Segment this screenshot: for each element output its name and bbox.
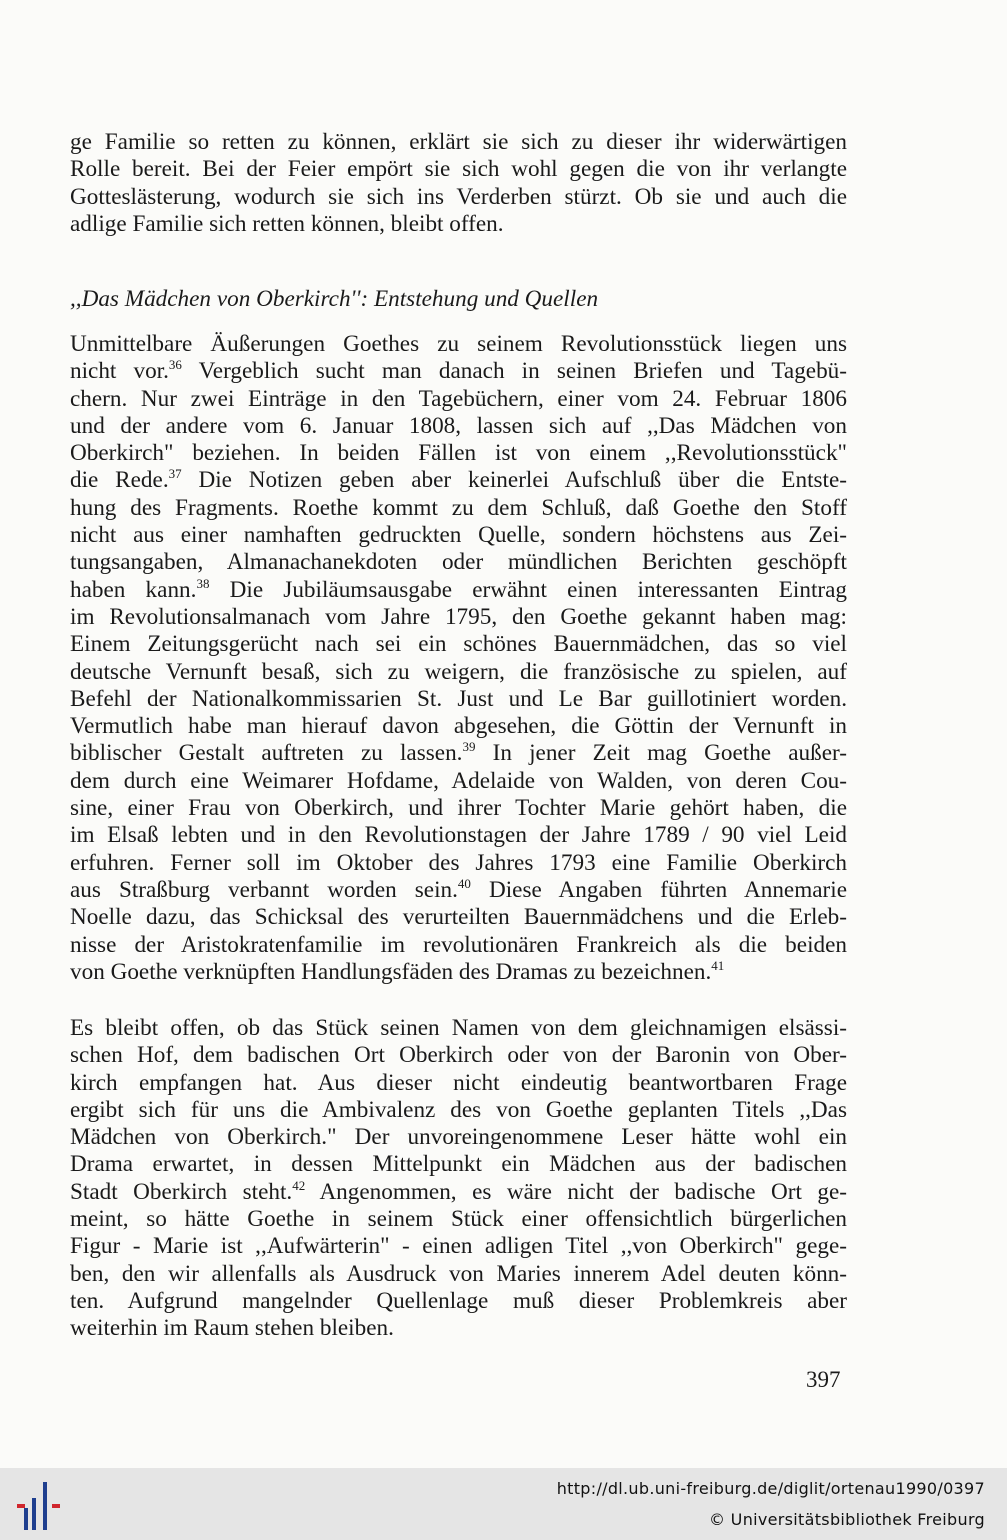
paragraph-1 [70,129,847,238]
line-text: Figur - Marie ist ,,Aufwärterin" - einen adligen Titel ,,von Oberkirch" gege- [70,1233,847,1260]
line-text: Es bleibt offen, ob das Stück seinen Namen von dem gleichnamigen elsässi- [70,1015,847,1041]
line-text: nicht aus einer namhaften gedruckten Quelle, sondern höchstens aus Zei- [70,522,847,549]
line-text: nisse der Aristokratenfamilie im revolutionären Frankreich als die beiden [70,931,847,958]
paragraph-3 [70,1015,847,1343]
line-text: Gotteslästerung, wodurch sie sich ins Verderben stürzt. Ob sie und auch die [70,183,847,210]
line-text: Drama erwartet, in dessen Mittelpunkt ein Mädchen aus der badischen [70,1151,847,1178]
line-text: dem durch eine Weimarer Hofdame, Adelaide von Walden, von deren Cou- [70,767,847,794]
line-text: Oberkirch" beziehen. In beiden Fällen ist von einem ,,Revolutionsstück" [70,440,847,467]
text-line [70,1124,847,1151]
footnote-reference: 38 [196,575,210,591]
text-line [70,1315,847,1342]
text-line [70,713,847,740]
line-text: Befehl der Nationalkommissarien St. Just und Le Bar guillotiniert worden. [70,685,847,712]
footnote-reference: 42 [292,1177,306,1193]
text-line [70,211,847,238]
text-line [70,1042,847,1069]
line-text: biblischer Gestalt auftreten zu lassen. [70,740,463,767]
line-text: Unmittelbare Äußerungen Goethes zu seinem Revolutionsstück liegen uns [70,331,847,357]
footnote-reference: 39 [462,739,476,755]
line-text-continued: In jener Zeit mag Goethe außer- [475,740,847,767]
text-line [70,413,847,440]
text-line [70,184,847,211]
text-line [70,904,847,931]
line-text: die Rede. [70,467,169,494]
line-text: Vermutlich habe man hierauf davon abgesehen, die Göttin der Vernunft in [70,713,847,740]
text-line [70,331,847,358]
line-text: ergibt sich für uns die Ambivalenz des von Goethe geplanten Titels ,,Das [70,1096,847,1123]
text-line [70,522,847,549]
text-line [70,604,847,631]
text-line [70,877,847,904]
footnote-reference: 41 [711,957,725,973]
text-line [70,1261,847,1288]
line-text: weiterhin im Raum stehen bleiben. [70,1315,394,1342]
text-line [70,850,847,877]
text-line [70,467,847,494]
line-text: chern. Nur zwei Einträge in den Tagebüchern, einer vom 24. Februar 1806 [70,385,847,412]
copyright-notice: © Universitätsbibliothek Freiburg [709,1510,985,1529]
text-line [70,1015,847,1042]
line-text-continued: Angenommen, es wäre nicht der badische Ort ge- [305,1178,847,1205]
line-text: aus Straßburg verbannt worden sein. [70,876,458,903]
text-line [70,577,847,604]
text-line [70,156,847,183]
footnote-reference: 37 [168,466,182,482]
text-line [70,1233,847,1260]
line-text-continued: Diese Angaben führten Annemarie [470,876,847,903]
text-line [70,440,847,467]
line-text: hung des Fragments. Roethe kommt zu dem Schluß, daß Goethe den Stoff [70,494,847,521]
text-line [70,686,847,713]
line-text-continued: Vergeblich sucht man danach in seinen Briefen und Tagebü- [181,358,847,385]
line-text: kirch empfangen hat. Aus dieser nicht eindeutig beantwortbaren Frage [70,1069,847,1096]
line-text: Noelle dazu, das Schicksal des verurteilten Bauernmädchens und die Erleb- [70,904,847,931]
text-line [70,768,847,795]
text-line [70,495,847,522]
library-logo-icon [16,1478,66,1532]
line-text: erfuhren. Ferner soll im Oktober des Jahres 1793 eine Familie Oberkirch [70,849,847,876]
text-line [70,358,847,385]
text-line [70,1288,847,1315]
line-text: Stadt Oberkirch steht. [70,1178,293,1205]
text-line [70,959,847,986]
line-text: im Revolutionsalmanach vom Jahre 1795, den Goethe gekannt haben mag: [70,603,847,630]
line-text: ten. Aufgrund mangelnder Quellenlage muß dieser Problemkreis aber [70,1287,847,1314]
text-line [70,932,847,959]
line-text: schen Hof, dem badischen Ort Oberkirch oder von der Baronin von Ober- [70,1042,847,1069]
footer-bar [0,1468,1007,1540]
line-text: sine, einer Frau von Oberkirch, und ihrer Tochter Marie gehört haben, die [70,795,847,822]
line-text: Einem Zeitungsgerücht nach sei ein schönes Bauernmädchen, das so viel [70,631,847,658]
text-line [70,631,847,658]
footnote-reference: 36 [168,357,182,373]
text-line [70,1070,847,1097]
line-text: haben kann. [70,576,197,603]
line-text: ben, den wir allenfalls als Ausdruck von Maries innerem Adel deuten könn- [70,1260,847,1287]
line-text: und der andere vom 6. Januar 1808, lassen sich auf ,,Das Mädchen von [70,412,847,439]
text-line [70,549,847,576]
line-text: deutsche Vernunft besaß, sich zu weigern, die französische zu spielen, auf [70,658,847,685]
text-line [70,1179,847,1206]
page-number: 397 [806,1367,841,1392]
section-heading: ,,Das Mädchen von Oberkirch'': Entstehung und Quellen [70,286,599,312]
line-text: Mädchen von Oberkirch." Der unvoreingenommene Leser hätte wohl ein [70,1124,847,1151]
text-line [70,822,847,849]
line-text: nicht vor. [70,358,169,385]
line-text: Rolle bereit. Bei der Feier empört sie sich wohl gegen die von ihr verlangte [70,156,847,183]
text-line [70,1151,847,1178]
line-text: tungsangaben, Almanachanekdoten oder mündlichen Berichten geschöpft [70,549,847,576]
source-url-link[interactable]: http://dl.ub.uni-freiburg.de/diglit/ortenau1990/0397 [556,1479,985,1498]
line-text-continued: Die Jubiläumsausgabe erwähnt einen interessanten Eintrag [209,576,847,603]
text-line [70,386,847,413]
text-line [70,1097,847,1124]
footnote-reference: 40 [457,875,471,891]
line-text: ge Familie so retten zu können, erklärt sie sich zu dieser ihr widerwärtigen [70,129,847,155]
line-text: von Goethe verknüpften Handlungsfäden des Dramas zu bezeichnen. [70,958,712,985]
line-text: meint, so hätte Goethe in seinem Stück einer offensichtlich bürgerlichen [70,1206,847,1233]
line-text: adlige Familie sich retten können, bleibt offen. [70,210,504,237]
text-line [70,795,847,822]
text-line [70,1206,847,1233]
text-line [70,659,847,686]
paragraph-2 [70,331,847,986]
line-text: im Elsaß lebten und in den Revolutionstagen der Jahre 1789 / 90 viel Leid [70,822,847,849]
text-line [70,129,847,156]
line-text-continued: Die Notizen geben aber keinerlei Aufschluß über die Entste- [181,467,847,494]
text-line [70,740,847,767]
